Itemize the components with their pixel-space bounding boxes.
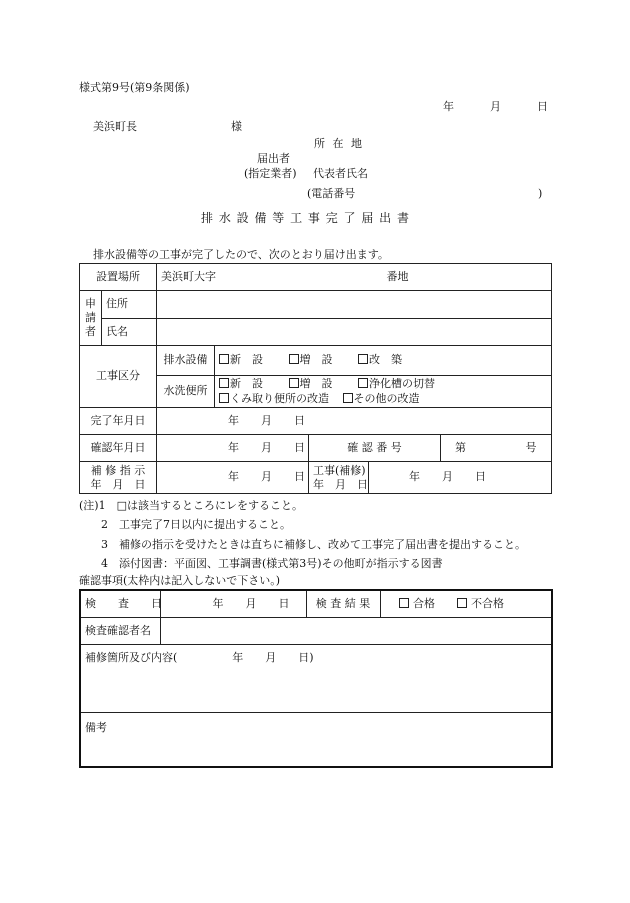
completion-date-value[interactable]: 年 月 日 xyxy=(157,408,552,435)
drainage-options xyxy=(215,346,552,376)
confirmation-table xyxy=(79,589,553,768)
honorific: 様 xyxy=(231,120,242,133)
header-year: 年 xyxy=(443,100,454,113)
drainage-label: 排水設備 xyxy=(157,346,215,376)
applicant-label: 申 請 者 xyxy=(80,291,102,346)
addressee: 美浜町長 xyxy=(93,120,137,133)
toilet-septic-checkbox[interactable]: 浄化槽の切替 xyxy=(358,377,435,390)
confirm-number-label: 確 認 番 号 xyxy=(309,435,441,462)
inspector-row xyxy=(80,618,552,645)
intro-text: 排水設備等の工事が完了したので、次のとおり届け出ます。 xyxy=(93,248,389,261)
address-label: 所 在 地 xyxy=(314,137,364,150)
name-value[interactable] xyxy=(157,319,552,346)
fail-checkbox[interactable]: 不合格 xyxy=(457,597,505,610)
repair-order-value[interactable]: 年 月 日 xyxy=(157,462,309,494)
completion-row xyxy=(80,408,552,435)
repair-row xyxy=(80,462,552,494)
phone-close: ) xyxy=(538,187,543,200)
inspection-date-label: 検 査 日 xyxy=(80,590,160,618)
applicant-name-row xyxy=(80,319,552,346)
toilet-add-checkbox[interactable]: 増 設 xyxy=(289,377,333,390)
document-title: 排 水 設 備 等 工 事 完 了 届 出 書 xyxy=(201,211,410,225)
confirmation-heading: 確認事項(太枠内は記入しないで下さい。) xyxy=(79,574,281,587)
repair-detail-label: 補修箇所及び内容( 年 月 日) xyxy=(80,645,552,713)
confirm-date-value[interactable]: 年 月 日 xyxy=(157,435,309,462)
inspection-date-value: 年 月 日 xyxy=(160,590,306,618)
drainage-rebuild-checkbox[interactable]: 改 築 xyxy=(358,353,402,366)
confirm-date-label: 確認年月日 xyxy=(80,435,157,462)
address-label: 住所 xyxy=(102,291,157,319)
location-banchi: 番地 xyxy=(386,269,409,283)
work-repair-label: 工事(補修) 年 月 日 xyxy=(309,462,369,494)
repair-order-label: 補 修 指 示 年 月 日 xyxy=(80,462,157,494)
work-repair-value[interactable]: 年 月 日 xyxy=(369,462,552,494)
rep-name-label: 代表者氏名 xyxy=(313,167,368,180)
applicant-address-row xyxy=(80,291,552,319)
toilet-kumitori-checkbox[interactable]: くみ取り便所の改造 xyxy=(219,392,329,405)
repair-detail-row xyxy=(80,645,552,713)
phone-label: (電話番号 xyxy=(307,187,356,200)
work-type-label: 工事区分 xyxy=(80,346,157,408)
completion-label: 完了年月日 xyxy=(80,408,157,435)
go-label: 号 xyxy=(525,440,537,454)
note-4: 4 添付図書：平面図、工事調書(様式第3号)その他町が指示する図書 xyxy=(101,557,443,570)
notifier-label: 届出者 xyxy=(257,152,290,165)
inspection-row xyxy=(80,590,552,618)
toilet-label: 水洗便所 xyxy=(157,376,215,408)
toilet-options xyxy=(215,376,552,408)
confirm-row xyxy=(80,435,552,462)
toilet-other-checkbox[interactable]: その他の改造 xyxy=(343,392,420,405)
location-cell[interactable] xyxy=(157,264,552,291)
inspection-result-value xyxy=(380,590,552,618)
drainage-new-checkbox[interactable]: 新 設 xyxy=(219,353,263,366)
drainage-add-checkbox[interactable]: 増 設 xyxy=(289,353,333,366)
toilet-new-checkbox[interactable]: 新 設 xyxy=(219,377,263,390)
application-table xyxy=(79,263,552,494)
dai-label: 第 xyxy=(455,440,466,454)
inspection-result-label: 検 査 結 果 xyxy=(306,590,380,618)
inspector-label: 検査確認者名 xyxy=(80,618,160,645)
header-day: 日 xyxy=(537,100,548,113)
address-value[interactable] xyxy=(157,291,552,319)
note-3: 3 補修の指示を受けたときは直ちに補修し、改めて工事完了届出書を提出すること。 xyxy=(101,538,526,551)
remarks-row xyxy=(80,713,552,767)
inspector-value xyxy=(160,618,552,645)
remarks-label: 備考 xyxy=(80,713,552,767)
location-row xyxy=(80,264,552,291)
designated-label: (指定業者) xyxy=(244,167,297,180)
name-label: 氏名 xyxy=(102,319,157,346)
location-town: 美浜町大字 xyxy=(161,269,216,283)
confirm-number-value[interactable] xyxy=(441,435,552,462)
location-label: 設置場所 xyxy=(80,264,157,291)
note-2: 2 工事完了7日以内に提出すること。 xyxy=(101,518,291,531)
note-1: (注)1 □は該当するところにレをすること。 xyxy=(79,499,303,512)
header-month: 月 xyxy=(490,100,501,113)
work-type-drainage-row xyxy=(80,346,552,376)
form-number: 様式第9号(第9条関係) xyxy=(79,81,190,94)
pass-checkbox[interactable]: 合格 xyxy=(399,597,436,610)
